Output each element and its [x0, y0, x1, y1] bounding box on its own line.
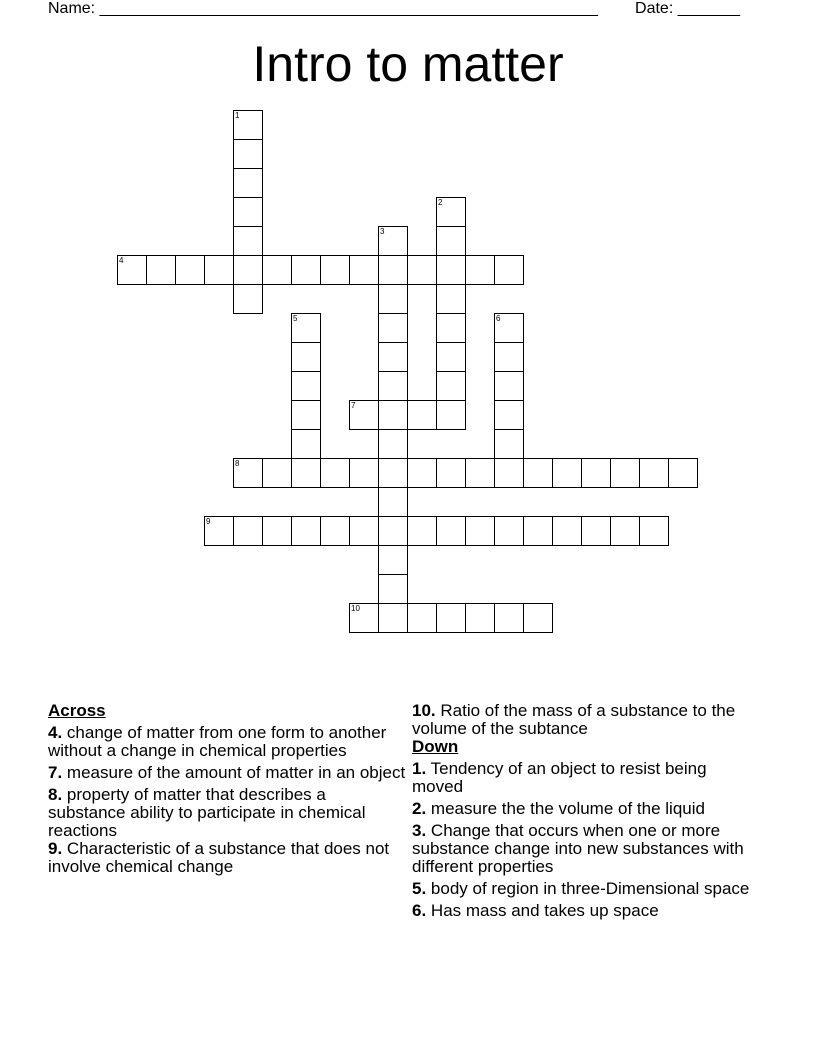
cell-number: 4: [119, 256, 124, 265]
across-clue-4: [48, 724, 408, 760]
crossword-cell[interactable]: [436, 226, 466, 256]
crossword-cell[interactable]: [233, 284, 263, 314]
name-field[interactable]: Name: ________________________________________________________: [48, 0, 598, 17]
crossword-cell[interactable]: [494, 516, 524, 546]
crossword-cell[interactable]: [639, 516, 669, 546]
crossword-cell[interactable]: [233, 139, 263, 169]
crossword-cell[interactable]: [291, 371, 321, 401]
crossword-cell[interactable]: [494, 371, 524, 401]
crossword-cell[interactable]: [291, 255, 321, 285]
clue-text: Tendency of an object to resist being moved: [412, 759, 707, 796]
crossword-cell[interactable]: [494, 458, 524, 488]
clue-number: 9.: [48, 839, 63, 858]
crossword-cell[interactable]: [349, 255, 379, 285]
cell-number: 8: [235, 459, 240, 468]
crossword-cell[interactable]: [233, 197, 263, 227]
clue-text: Characteristic of a substance that does not involve chemical change: [48, 839, 390, 876]
crossword-cell[interactable]: [494, 255, 524, 285]
clue-text: body of region in three-Dimensional space: [430, 879, 750, 898]
crossword-cell[interactable]: [407, 516, 437, 546]
crossword-cell[interactable]: [291, 400, 321, 430]
clue-text: property of matter that describes a substance ability to participate in chemical reactions: [48, 785, 366, 840]
crossword-cell[interactable]: [436, 458, 466, 488]
clue-text: measure the the volume of the liquid: [430, 799, 705, 818]
down-clue-6: [412, 902, 752, 920]
crossword-cell[interactable]: [523, 603, 553, 633]
clue-number: 7.: [48, 763, 63, 782]
crossword-cell[interactable]: [494, 400, 524, 430]
crossword-cell[interactable]: [407, 458, 437, 488]
clue-number: 1.: [412, 759, 427, 778]
crossword-cell[interactable]: [378, 371, 408, 401]
clue-number: 6.: [412, 901, 427, 920]
crossword-cell[interactable]: [610, 516, 640, 546]
crossword-cell[interactable]: [117, 255, 147, 285]
cell-number: 2: [438, 198, 443, 207]
crossword-cell[interactable]: [291, 458, 321, 488]
crossword-cell[interactable]: [291, 313, 321, 343]
crossword-cell[interactable]: [581, 516, 611, 546]
clue-number: 5.: [412, 879, 427, 898]
crossword-cell[interactable]: [233, 516, 263, 546]
crossword-cell[interactable]: [262, 255, 292, 285]
crossword-cell[interactable]: [320, 255, 350, 285]
crossword-cell[interactable]: [581, 458, 611, 488]
crossword-cell[interactable]: [436, 197, 466, 227]
clue-number: 8.: [48, 785, 63, 804]
crossword-cell[interactable]: [378, 603, 408, 633]
crossword-cell[interactable]: [523, 516, 553, 546]
crossword-cell[interactable]: [436, 516, 466, 546]
crossword-cell[interactable]: [291, 429, 321, 459]
crossword-cell[interactable]: [378, 313, 408, 343]
crossword-cell[interactable]: [494, 313, 524, 343]
crossword-cell[interactable]: [407, 255, 437, 285]
page-title: Intro to matter: [252, 36, 564, 92]
crossword-cell[interactable]: [349, 400, 379, 430]
date-field[interactable]: Date: _______: [635, 0, 740, 17]
clues-column-right: [412, 702, 752, 920]
crossword-cell[interactable]: [291, 516, 321, 546]
clue-number: 2.: [412, 799, 427, 818]
crossword-cell[interactable]: [320, 458, 350, 488]
crossword-cell[interactable]: [320, 516, 350, 546]
crossword-cell[interactable]: [552, 516, 582, 546]
crossword-cell[interactable]: [494, 429, 524, 459]
crossword-cell[interactable]: [378, 429, 408, 459]
crossword-cell[interactable]: [523, 458, 553, 488]
crossword-cell[interactable]: [494, 603, 524, 633]
crossword-cell[interactable]: [378, 255, 408, 285]
across-heading: Across: [48, 701, 106, 720]
crossword-cell[interactable]: [436, 255, 466, 285]
crossword-cell[interactable]: [436, 284, 466, 314]
cell-number: 6: [496, 314, 501, 323]
crossword-cell[interactable]: [378, 487, 408, 517]
crossword-cell[interactable]: [378, 545, 408, 575]
crossword-cell[interactable]: [349, 603, 379, 633]
crossword-cell[interactable]: [407, 400, 437, 430]
cell-number: 7: [351, 401, 356, 410]
clue-number: 4.: [48, 723, 63, 742]
crossword-cell[interactable]: [175, 255, 205, 285]
crossword-cell[interactable]: [262, 458, 292, 488]
cell-number: 5: [293, 314, 298, 323]
clue-text: measure of the amount of matter in an object: [66, 763, 406, 782]
crossword-cell[interactable]: [378, 400, 408, 430]
clue-text: Has mass and takes up space: [430, 901, 659, 920]
crossword-cell[interactable]: [349, 516, 379, 546]
clue-text: Ratio of the mass of a substance to the volume of the subtance: [412, 701, 736, 738]
crossword-cell[interactable]: [233, 458, 263, 488]
clues-column-left: [48, 702, 408, 876]
crossword-cell[interactable]: [436, 371, 466, 401]
crossword-cell[interactable]: [465, 516, 495, 546]
across-clue-8: [48, 786, 408, 840]
crossword-cell[interactable]: [465, 458, 495, 488]
crossword-cell[interactable]: [494, 342, 524, 372]
crossword-cell[interactable]: [349, 458, 379, 488]
crossword-cell[interactable]: [378, 284, 408, 314]
crossword-cell[interactable]: [291, 342, 321, 372]
crossword-cell[interactable]: [668, 458, 698, 488]
crossword-cell[interactable]: [465, 603, 495, 633]
crossword-cell[interactable]: [465, 255, 495, 285]
crossword-cell[interactable]: [378, 342, 408, 372]
clue-number: 10.: [412, 701, 436, 720]
crossword-cell[interactable]: [436, 313, 466, 343]
clue-number: 3.: [412, 821, 427, 840]
crossword-cell[interactable]: [552, 458, 582, 488]
cell-number: 10: [351, 604, 360, 613]
crossword-cell[interactable]: [233, 110, 263, 140]
crossword-cell[interactable]: [407, 603, 437, 633]
clue-text: Change that occurs when one or more substance change into new substances with different properties: [412, 821, 744, 876]
crossword-cell[interactable]: [233, 168, 263, 198]
crossword-cell[interactable]: [436, 342, 466, 372]
crossword-cell[interactable]: [146, 255, 176, 285]
crossword-cell[interactable]: [233, 255, 263, 285]
crossword-cell[interactable]: [204, 516, 234, 546]
across-clue-7: [48, 764, 408, 782]
crossword-cell[interactable]: [262, 516, 292, 546]
down-clue-5: [412, 880, 752, 898]
crossword-cell[interactable]: [378, 458, 408, 488]
down-clue-1: [412, 760, 752, 796]
cell-number: 1: [235, 111, 240, 120]
crossword-cell[interactable]: [233, 226, 263, 256]
across-clue-10: [412, 702, 752, 738]
crossword-cell[interactable]: [378, 226, 408, 256]
cell-number: 3: [380, 227, 385, 236]
crossword-cell[interactable]: [610, 458, 640, 488]
cell-number: 9: [206, 517, 211, 526]
crossword-cell[interactable]: [436, 400, 466, 430]
down-clue-2: [412, 800, 752, 818]
crossword-cell[interactable]: [378, 574, 408, 604]
down-heading: Down: [412, 737, 459, 756]
crossword-cell[interactable]: [639, 458, 669, 488]
crossword-cell[interactable]: [378, 516, 408, 546]
crossword-cell[interactable]: [204, 255, 234, 285]
down-clue-3: [412, 822, 752, 876]
across-clue-9: [48, 840, 408, 876]
crossword-cell[interactable]: [436, 603, 466, 633]
clue-text: change of matter from one form to another without a change in chemical properties: [48, 723, 387, 760]
